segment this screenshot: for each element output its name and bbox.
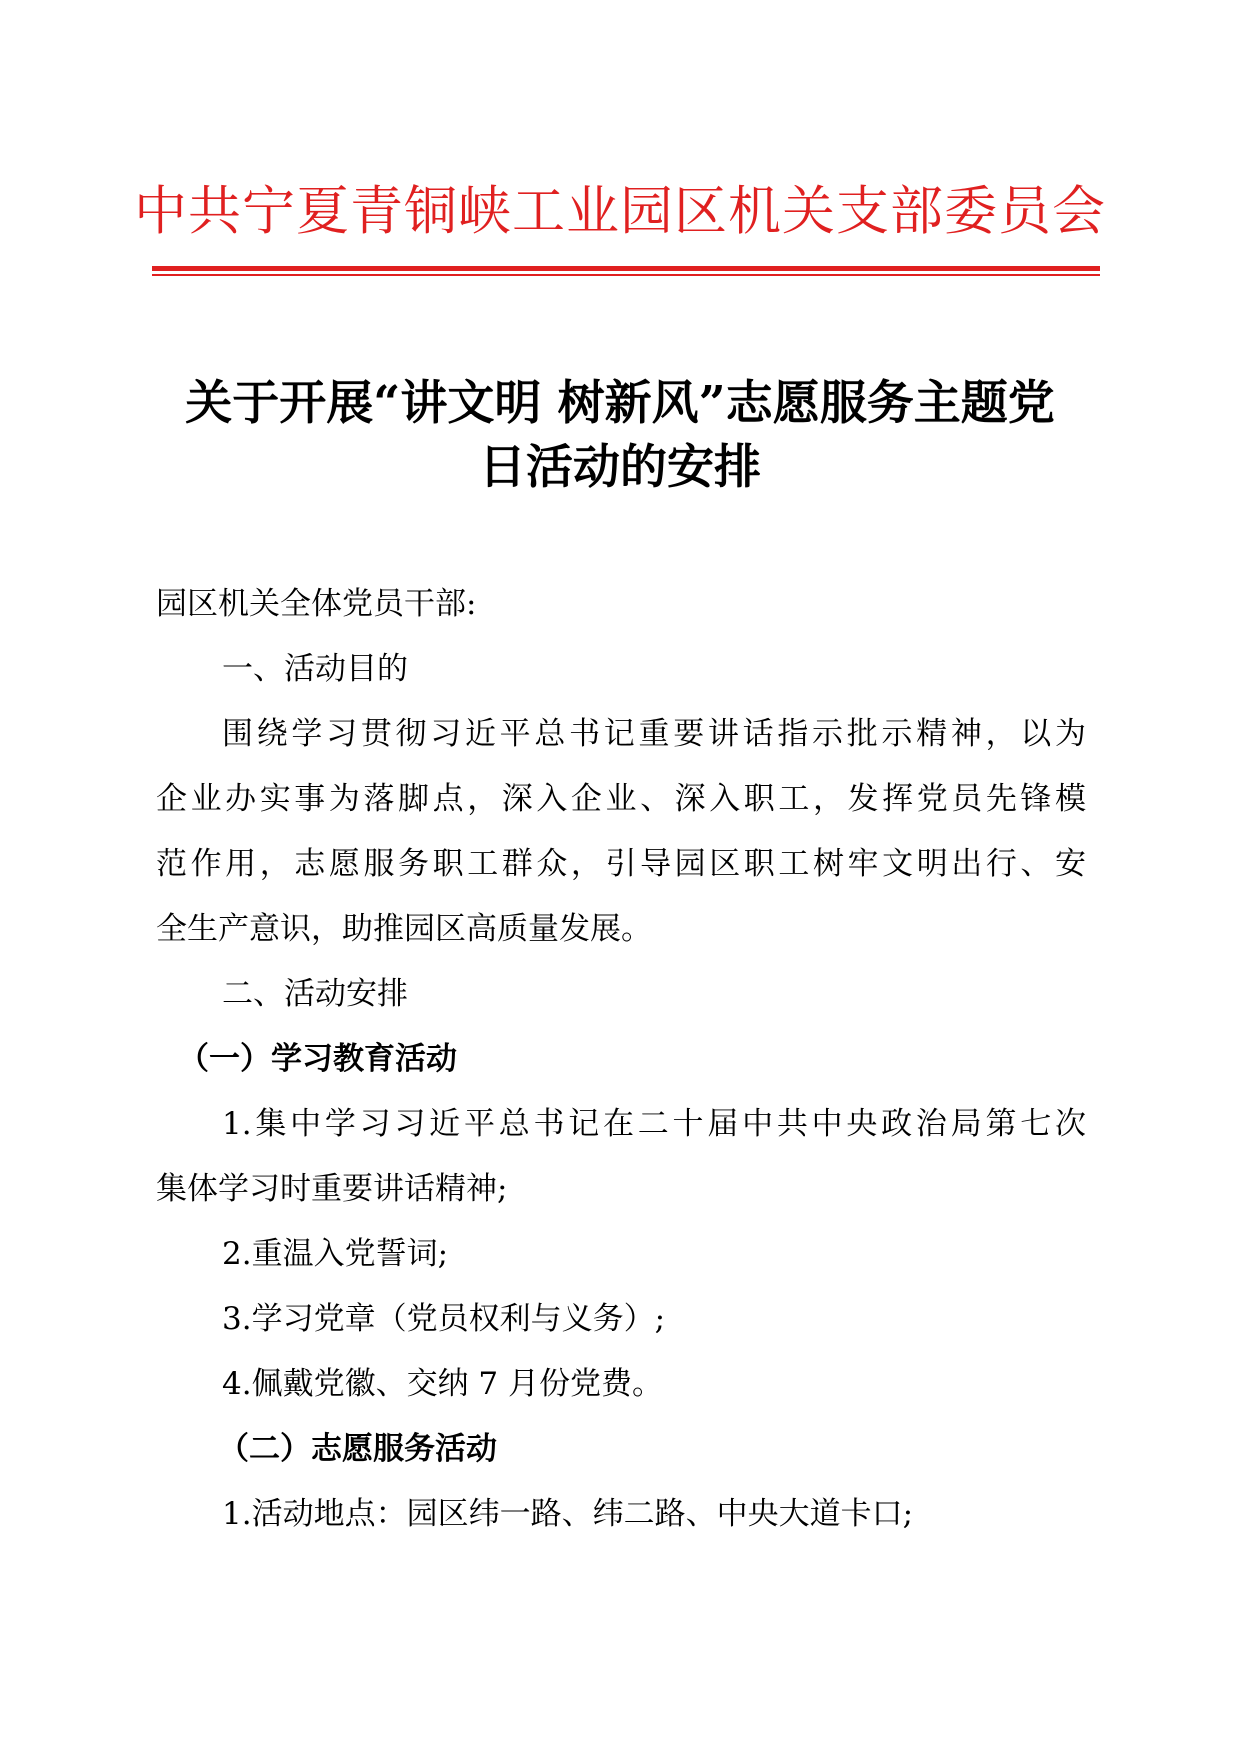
document-title-line-2: 日活动的安排 xyxy=(479,440,761,495)
paragraph-line: 企业办实事为落脚点，深入企业、深入职工，发挥党员先锋模 xyxy=(156,781,1086,817)
paragraph-line: 全生产意识，助推园区高质量发展。 xyxy=(156,911,652,947)
organization-header: 中共宁夏青铜峡工业园区机关支部委员会 xyxy=(134,181,1106,242)
list-item: 4.佩戴党徽、交纳 7 月份党费。 xyxy=(222,1366,664,1402)
salutation: 园区机关全体党员干部: xyxy=(156,586,477,622)
header-rule-thick xyxy=(152,266,1100,271)
subsection-1-heading: （一）学习教育活动 xyxy=(178,1041,457,1077)
list-item: 2.重温入党誓词; xyxy=(222,1236,449,1272)
list-item: 1.活动地点：园区纬一路、纬二路、中央大道卡口; xyxy=(222,1496,914,1532)
document-title-line-1: 关于开展“讲文明 树新风”志愿服务主题党 xyxy=(185,376,1055,431)
subsection-2-heading: （二）志愿服务活动 xyxy=(218,1431,497,1467)
paragraph-line: 范作用，志愿服务职工群众，引导园区职工树牢文明出行、安 xyxy=(156,846,1086,882)
section-2-heading: 二、活动安排 xyxy=(222,976,408,1012)
section-1-heading: 一、活动目的 xyxy=(222,651,408,687)
paragraph-line: 围绕学习贯彻习近平总书记重要讲话指示批示精神，以为 xyxy=(222,716,1086,752)
header-rule-thin xyxy=(152,274,1100,276)
list-item: 集体学习时重要讲话精神; xyxy=(156,1171,508,1207)
list-item: 1.集中学习习近平总书记在二十届中共中央政治局第七次 xyxy=(222,1106,1086,1142)
list-item: 3.学习党章（党员权利与义务）; xyxy=(222,1301,666,1337)
